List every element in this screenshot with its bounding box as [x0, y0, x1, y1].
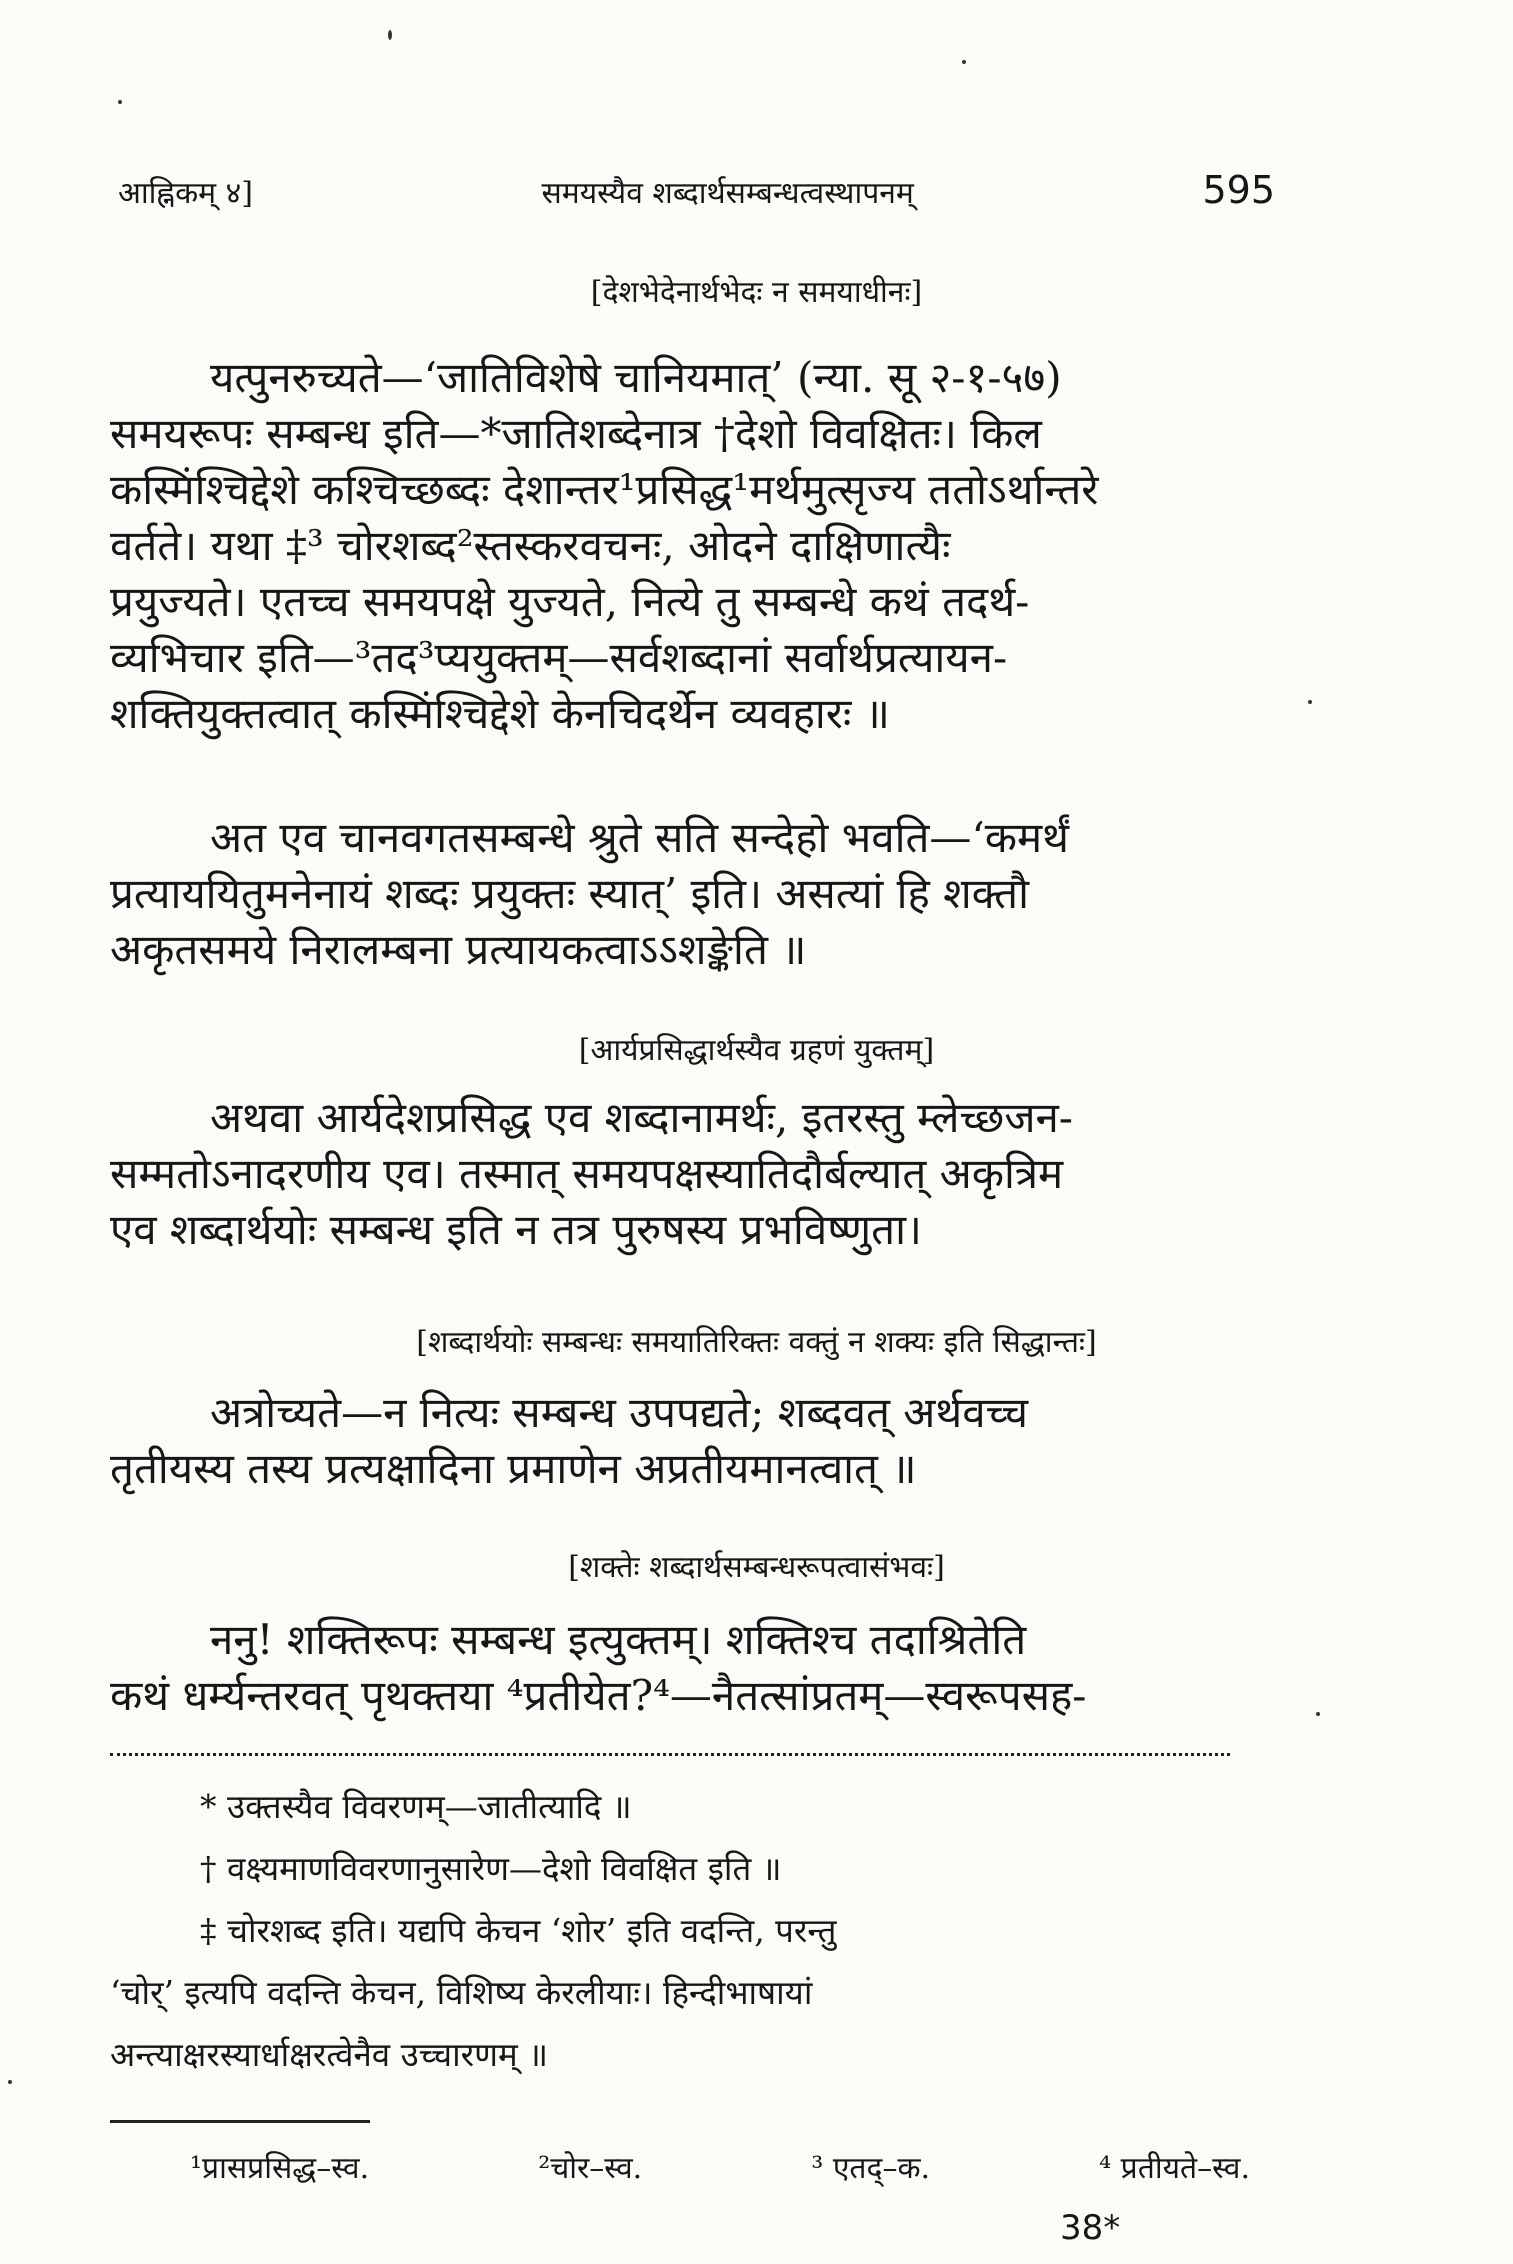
text-line: शक्तियुक्तत्वात् कस्मिंश्चिद्देशे केनचिदर्थेन व्यवहारः ॥ — [110, 689, 890, 738]
text-line: प्रयुज्यते। एतच्च समयपक्षे युज्यते, नित्ये तु सम्बन्धे कथं तदर्थ- — [110, 577, 1030, 626]
variant-reading: ²चोर–स्व. — [538, 2151, 643, 2186]
scan-speck — [1316, 1712, 1320, 1716]
scan-speck — [962, 60, 966, 64]
footnote: ‡ चोरशब्द इति। यद्यपि केचन ‘शोर’ इति वदन्ति, परन्तु — [200, 1911, 837, 1950]
footnote: † वक्ष्यमाणविवरणानुसारेण—देशो विवक्षित इति ॥ — [200, 1849, 782, 1888]
text-line: तृतीयस्य तस्य प्रत्यक्षादिना प्रमाणेन अप्रतीयमानत्वात् ॥ — [110, 1444, 917, 1493]
text-line: वर्तते। यथा ‡³ चोरशब्द²स्तस्करवचनः, ओदने दाक्षिणात्यैः — [110, 521, 951, 570]
variant-separator — [110, 2120, 370, 2123]
text-line: अथवा आर्यदेशप्रसिद्ध एव शब्दानामर्थः, इतरस्तु म्लेच्छजन- — [210, 1093, 1073, 1142]
scan-speck — [8, 2080, 12, 2084]
text-line: कथं धर्म्यन्तरवत् पृथक्तया ⁴प्रतीयेत?⁴—नैतत्सांप्रतम्—स्वरूपसह- — [110, 1671, 1087, 1720]
section-heading: [देशभेदेनार्थभेदः न समयाधीनः] — [590, 275, 923, 310]
section-heading: [आर्यप्रसिद्धार्थस्यैव ग्रहणं युक्तम्] — [578, 1033, 935, 1068]
text-line: समयरूपः सम्बन्ध इति—*जातिशब्देनात्र †देशो विवक्षितः। किल — [110, 409, 1042, 458]
scan-speck — [1308, 700, 1312, 704]
text-line: अत्रोच्यते—न नित्यः सम्बन्ध उपपद्यते; शब्दवत् अर्थवच्च — [210, 1388, 1029, 1437]
footnotes — [110, 1776, 1240, 2086]
text-line: व्यभिचार इति—³तद³प्ययुक्तम्—सर्वशब्दानां सर्वार्थप्रत्यायन- — [110, 633, 1008, 682]
text-line: कस्मिंश्चिद्देशे कश्चिच्छब्दः देशान्तर¹प्रसिद्ध¹मर्थमुत्सृज्य ततोऽर्थान्तरे — [110, 465, 1099, 514]
text-line: प्रत्याययितुमनेनायं शब्दः प्रयुक्तः स्यात्’ इति। असत्यां हि शक्तौ — [110, 869, 1030, 918]
variant-reading: ³ एतद्–क. — [811, 2151, 931, 2186]
section-heading: [शक्तेः शब्दार्थसम्बन्धरूपत्वासंभवः] — [568, 1550, 945, 1585]
footnote: * उक्तस्यैव विवरणम्—जातीत्यादि ॥ — [200, 1787, 632, 1826]
paragraph — [110, 810, 1260, 978]
scan-speck — [388, 30, 392, 40]
section-heading: [शब्दार्थयोः सम्बन्धः समयातिरिक्तः वक्तुं न शक्यः इति सिद्धान्तः] — [416, 1325, 1097, 1360]
running-head-chapter: आह्निकम् ४] — [118, 176, 253, 211]
footnote: ‘चोर्’ इत्यपि वदन्ति केचन, विशिष्य केरलीयाः। हिन्दीभाषायां — [110, 1973, 813, 2012]
footnote: अन्त्याक्षरस्यार्धाक्षरत्वेनैव उच्चारणम् ॥ — [110, 2035, 548, 2074]
variant-readings — [190, 2146, 1250, 2187]
variant-reading: ⁴ प्रतीयते–स्व. — [1099, 2151, 1250, 2186]
text-line: यत्पुनरुच्यते—‘जातिविशेषे चानियमात्’ (न्या. सू २-१-५७) — [210, 353, 1062, 402]
paragraph — [110, 1090, 1260, 1258]
running-head-title: समयस्यैव शब्दार्थसम्बन्धत्वस्थापनम् — [541, 176, 914, 211]
text-line: अत एव चानवगतसम्बन्धे श्रुते सति सन्देहो भवति—‘कमर्थं — [210, 813, 1069, 862]
running-head — [118, 168, 1275, 212]
page-number: 595 — [1202, 168, 1275, 212]
paragraph — [110, 1385, 1260, 1497]
paragraph — [110, 350, 1260, 742]
signature-mark: 38* — [1060, 2208, 1121, 2248]
paragraph — [110, 1612, 1260, 1724]
text-line: ननु! शक्तिरूपः सम्बन्ध इत्युक्तम्। शक्तिश्च तदाश्रितेति — [210, 1615, 1027, 1664]
text-line: अकृतसमये निरालम्बना प्रत्यायकत्वाऽऽशङ्केति ॥ — [110, 925, 807, 974]
text-line: सम्मतोऽनादरणीय एव। तस्मात् समयपक्षस्यातिदौर्बल्यात् अकृत्रिम — [110, 1149, 1064, 1198]
footnote-separator — [110, 1753, 1230, 1760]
scan-speck — [118, 100, 122, 104]
variant-reading: ¹प्रासप्रसिद्ध–स्व. — [190, 2151, 370, 2186]
text-line: एव शब्दार्थयोः सम्बन्ध इति न तत्र पुरुषस्य प्रभविष्णुता। — [110, 1205, 922, 1254]
